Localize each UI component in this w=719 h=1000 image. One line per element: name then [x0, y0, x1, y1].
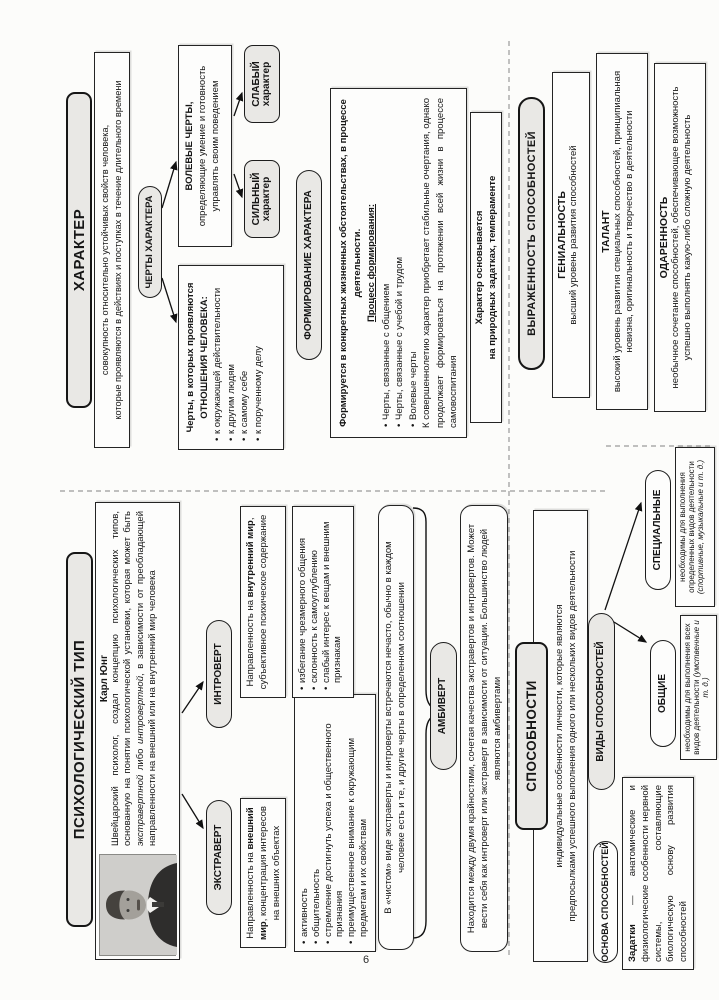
character-traits-pill: ЧЕРТЫ ХАРАКТЕРА: [138, 186, 162, 298]
jung-bio-part: либо: [134, 743, 146, 775]
arrow-traits-to-relations: [162, 278, 176, 322]
abilities-title: СПОСОБНОСТИ: [515, 642, 548, 830]
desc-part: Направленность на: [245, 849, 256, 939]
formation-process-label: Процесс формирования:: [366, 203, 377, 323]
level-name: ТАЛАНТ: [600, 210, 612, 253]
volitional-head: ВОЛЕВЫЕ ЧЕРТЫ,: [184, 101, 195, 191]
level-name: ОДАРЕННОСТЬ: [658, 196, 670, 279]
definition-line: индивидуальные особенности личности, которые являются: [554, 604, 565, 868]
desc-part: необходимы для выполнения всех видов деятельности: [683, 623, 702, 755]
extravert-pill: ЭКСТРАВЕРТ: [206, 800, 232, 915]
relation-item: • к окружающей действительности: [211, 273, 225, 442]
jung-bio-italic: интровертной: [134, 676, 146, 744]
jung-text: [96, 503, 179, 854]
introvert-desc: [240, 506, 286, 698]
definition-line: совокупность относительно устойчивых свойств человека,: [100, 124, 110, 376]
extravert-traits: [294, 694, 376, 952]
jung-card: [95, 502, 180, 960]
relations-head: ОТНОШЕНИЯ ЧЕЛОВЕКА:: [198, 296, 210, 419]
pill-line: характер: [261, 176, 272, 222]
jung-bio-part: Швейцарский психолог, создал концепцию психологических типов, основанную на понятии психологической установки, которая может быть: [110, 511, 134, 846]
ability-kinds-pill: ВИДЫ СПОСОБНОСТЕЙ: [588, 613, 615, 790]
trait-item: • склонность к самоуглублению: [309, 513, 321, 691]
abilities-basis-pill: ОСНОВА СПОСОБНОСТЕЙ: [593, 841, 618, 963]
formation-step: • Черты, связанные с учебой и трудом: [393, 98, 407, 428]
formation-box: [330, 88, 467, 438]
level-desc: высший уровень развития способностей: [568, 145, 579, 325]
arrow-traits-to-volitional: [162, 162, 176, 208]
desc-part: Направленность на: [245, 597, 256, 687]
general-abilities-box: [680, 615, 717, 760]
trait-item: • избегание чрезмерного общения: [297, 513, 309, 691]
desc-bold: внешний мир: [245, 807, 269, 940]
level-genius-box: [552, 72, 590, 398]
trait-item: • активность: [299, 701, 311, 945]
general-abilities-pill: ОБЩИЕ: [650, 640, 676, 747]
relations-box: [178, 265, 284, 450]
desc-part: , субъективное психическое содержание: [245, 514, 269, 690]
extravert-desc: [240, 798, 286, 948]
trait-item: • общительность: [311, 701, 323, 945]
desc-italic: (умственные и т. д.): [692, 620, 711, 698]
jung-bio-italic: экстравертной: [134, 774, 146, 846]
strong-character-pill: [244, 160, 280, 238]
character-basis-note: [470, 112, 502, 423]
abilities-basis-box: [622, 777, 694, 970]
page-number: 6: [363, 954, 370, 966]
special-abilities-box: [675, 447, 715, 607]
introvert-traits: [292, 506, 354, 698]
weak-character-pill: [244, 45, 280, 123]
basis-line: Характер основывается: [474, 210, 485, 325]
formation-outro: К совершеннолетию характер приобретает стабильные очертания, однако продолжает формироваться на протяжении всей жизни в процессе самовоспитания: [421, 98, 459, 428]
level-talent-box: [596, 53, 648, 410]
volitional-traits-box: [178, 45, 232, 247]
jung-bio-part: , в зависимости от преобладающей направленности на внешний или на внутренний мир человека: [134, 510, 158, 846]
relation-item: • к самому себе: [238, 273, 252, 442]
mixture-note: В «чистом» виде экстраверты и интроверты встречаются нечасто, обычно в каждом человеке есть и те, и другие черты в определенном соотношении: [378, 505, 414, 950]
level-desc: высокий уровень развития специальных способностей, принципиальная новизна, оригинальность и творчество в деятельности: [612, 70, 635, 393]
character-title: ХАРАКТЕР: [66, 92, 92, 408]
arrow-jung-to-introvert: [182, 682, 203, 713]
arrow-volitional-to-strong: [234, 174, 242, 197]
expression-title: ВЫРАЖЕННОСТЬ СПОСОБНОСТЕЙ: [518, 97, 545, 370]
desc-bold: внутренний мир: [245, 520, 256, 598]
basis-desc: — анатомические и физиологические особенности нервной системы, составляющие биологическую основу развития способностей: [627, 785, 690, 962]
trait-item: • преимущественное внимание к окружающим предметам и их свойствам: [346, 701, 370, 945]
pill-line: СЛАБЫЙ: [250, 61, 262, 107]
desc-part: необходимы для выполнения определенных видов деятельности: [678, 461, 697, 593]
relation-item: • к другим людям: [225, 273, 239, 442]
relations-head: Черты, в которых проявляются: [185, 282, 196, 433]
ambivert-pill: АМБИВЕРТ: [430, 642, 457, 770]
character-definition: [94, 52, 130, 448]
basis-line: на природных задатках, темпераменте: [486, 175, 498, 360]
formation-step: • Волевые черты: [407, 98, 421, 428]
karl-jung-photo: [99, 854, 176, 956]
definition-line: предпосылками успешного выполнения одного или нескольких видов деятельности: [567, 550, 578, 922]
desc-part: , концентрация интересов на внешних объектах: [258, 806, 282, 922]
arrow-kinds-to-general: [614, 622, 646, 642]
special-abilities-pill: СПЕЦИАЛЬНЫЕ: [645, 470, 671, 590]
volitional-rest: определяющие умение и готовность управлять своим поведением: [197, 65, 221, 227]
formation-step: • Черты, связанные с общением: [380, 98, 394, 428]
level-desc: необычное сочетание способностей, обеспечивающее возможность успешно выполнять какую-либо сложную деятельность: [670, 86, 693, 389]
jung-name: Карл Юнг: [99, 654, 110, 703]
basis-term: Задатки: [627, 924, 638, 962]
ambivert-desc: Находится между двумя крайностями, сочетая качества экстравертов и интровертов. Может вести себя как интроверт или экстраверт в зависимости от ситуации. Большинство людей являются амбивертами: [460, 505, 508, 952]
level-giftedness-box: [654, 63, 706, 412]
pill-line: СИЛЬНЫЙ: [250, 172, 262, 226]
formation-pill: ФОРМИРОВАНИЕ ХАРАКТЕРА: [296, 170, 322, 360]
arrow-kinds-to-special: [605, 503, 641, 610]
psych-type-title: ПСИХОЛОГИЧЕСКИЙ ТИП: [66, 552, 93, 927]
desc-italic: (спортивные, музыкальные и т. д.): [696, 459, 706, 595]
formation-intro: Формируется в конкретных жизненных обстоятельствах, в процессе деятельности.: [338, 99, 363, 427]
trait-item: • слабый интерес к вещам и внешним признакам: [321, 513, 345, 691]
level-name: ГЕНИАЛЬНОСТЬ: [556, 191, 568, 279]
pill-line: характер: [261, 61, 272, 107]
arrow-jung-to-extravert: [182, 794, 203, 828]
relation-item: • к порученному делу: [252, 273, 266, 442]
jung-bio: [110, 511, 159, 846]
introvert-pill: ИНТРОВЕРТ: [206, 620, 232, 728]
trait-item: • стремление достигнуть успеха и общественного признания: [323, 701, 347, 945]
arrow-volitional-to-weak: [234, 93, 242, 116]
definition-line: которые проявляются в действиях и поступках в течение длительного времени: [113, 80, 123, 420]
